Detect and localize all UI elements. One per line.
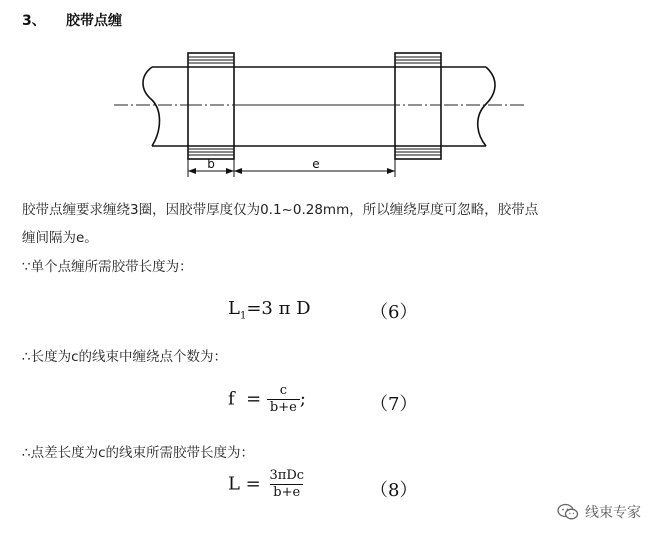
equation-7: [228, 383, 306, 416]
dimension-label-b: b: [207, 157, 215, 171]
paragraph-1-line-2: 缠间隔为e。: [22, 230, 98, 246]
eq7-lhs: f =: [228, 388, 262, 410]
eq6-rhs: =3 π D: [246, 298, 311, 319]
cable-left-break: [143, 67, 160, 146]
eq7-tail: ;: [299, 388, 306, 410]
equation-7-number: （7）: [370, 394, 418, 415]
equation-8: [228, 468, 307, 501]
equation-6-number: （6）: [370, 302, 418, 323]
eq7-fraction: [267, 383, 300, 416]
eq6-lhs: L: [228, 298, 240, 319]
paragraph-4: ∴点差长度为c的线束所需胶带长度为：: [22, 445, 255, 461]
eq6-subscript: 1: [239, 310, 247, 322]
eq8-lhs: L =: [228, 473, 261, 495]
watermark-text: 线束专家: [585, 505, 641, 521]
eq7-numerator: c: [279, 383, 288, 398]
paragraph-1-line-1: 胶带点缠要求缠绕3圈，因胶带厚度仅为0.1~0.28mm，所以缠绕厚度可忽略，胶带点: [22, 202, 539, 218]
tape-band-left: [188, 53, 234, 159]
dimension-lines: [188, 159, 395, 177]
dimension-label-e: e: [312, 157, 320, 171]
paragraph-2: ∵单个点缠所需胶带长度为：: [22, 259, 193, 275]
eq8-denominator: b+e: [270, 484, 303, 501]
equation-8-number: （8）: [370, 480, 418, 501]
eq8-numerator: 3πDc: [269, 468, 305, 483]
cable-right-break: [478, 67, 495, 146]
eq8-fraction: [267, 468, 308, 501]
tape-band-right: [395, 53, 441, 159]
equation-6: [228, 298, 311, 322]
section-title: 胶带点缠: [66, 13, 122, 29]
section-heading: [22, 10, 122, 30]
wechat-icon: [557, 503, 579, 521]
section-number: 3、: [22, 13, 46, 29]
eq7-denominator: b+e: [267, 399, 300, 416]
tape-wrap-diagram: [110, 46, 530, 178]
watermark: [557, 502, 641, 522]
paragraph-3: ∴长度为c的线束中缠绕点个数为：: [22, 349, 228, 365]
